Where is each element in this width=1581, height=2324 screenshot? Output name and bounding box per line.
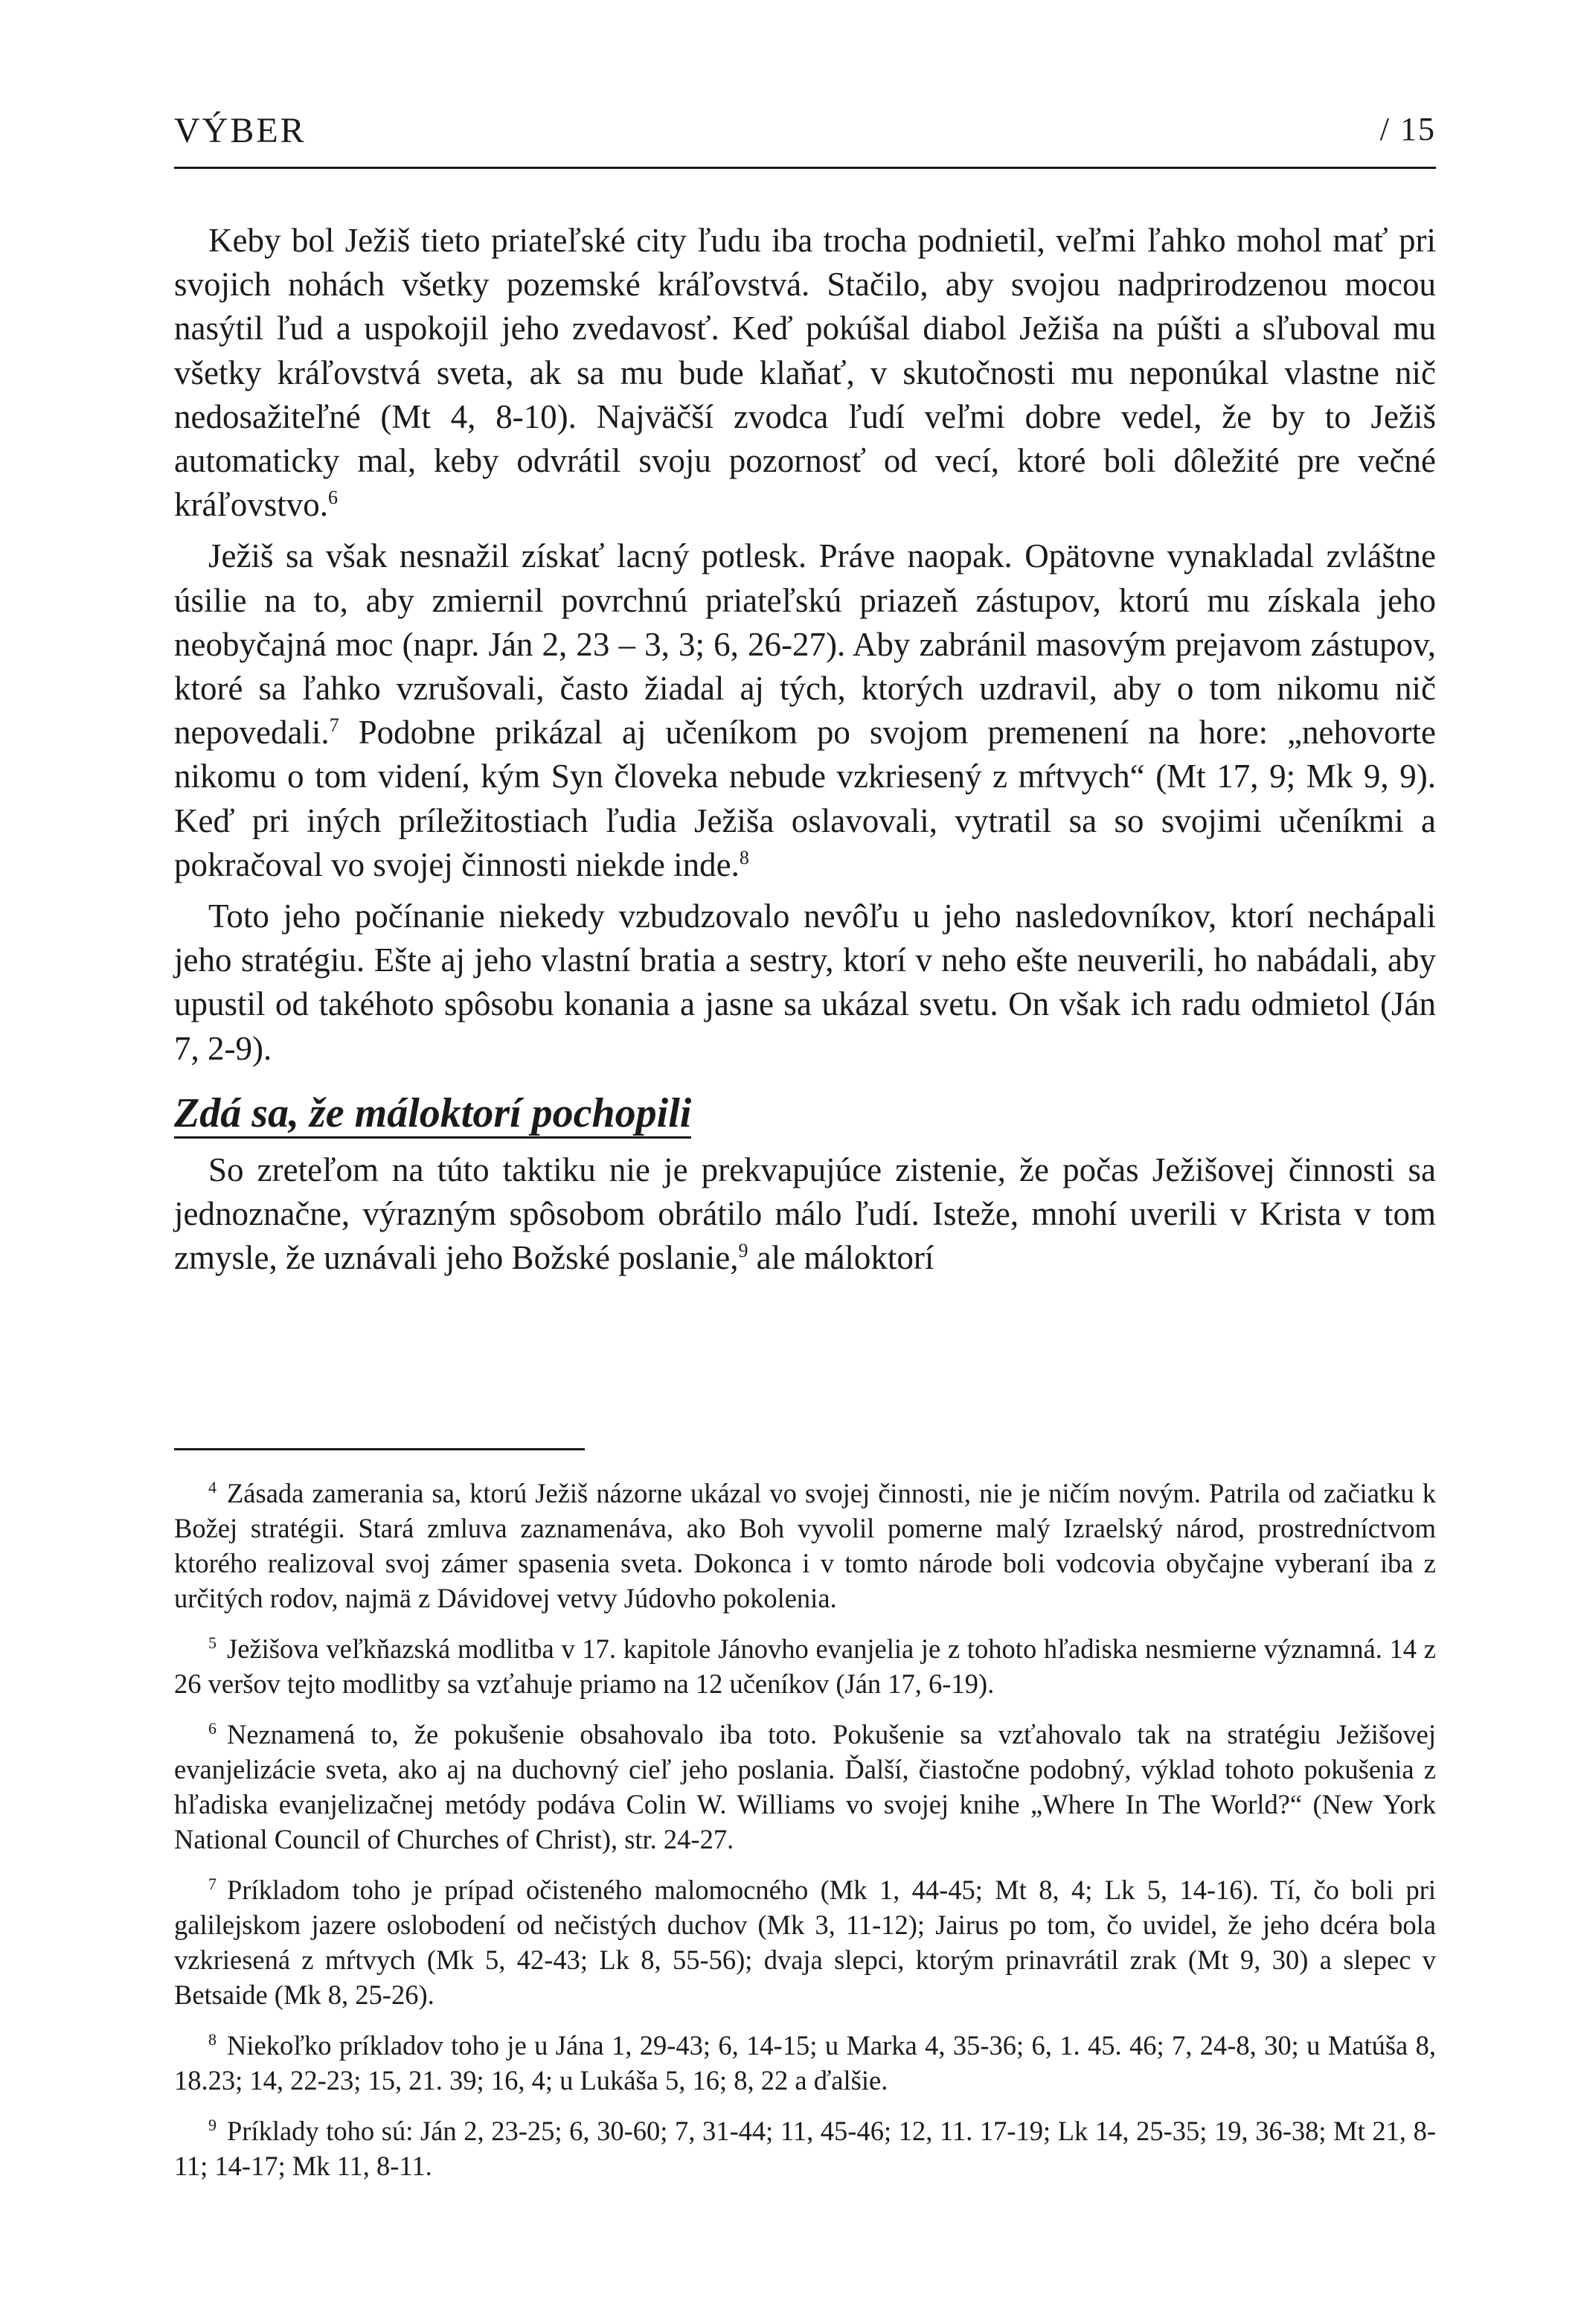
paragraph bbox=[174, 534, 1436, 887]
footnote-ref: 9 bbox=[738, 1240, 748, 1262]
footnote bbox=[174, 1476, 1436, 1616]
footnote bbox=[174, 2113, 1436, 2183]
main-text bbox=[174, 219, 1436, 1280]
paragraph-text: Keby bol Ježiš tieto priateľské city ľudu iba trocha podnietil, veľmi ľahko mohol mať pri svojich nohách všetky pozemské kráľovstvá. Stačilo, aby svojou nadprirodzenou mocou nasýtil ľud a uspokojil jeho zvedavosť. Keď pokúšal diabol Ježiša na púšti a sľuboval mu všetky kráľovstvá sveta, ak sa mu bude klaňať, v skutočnosti mu neponúkal vlastne nič nedosažiteľné (Mt 4, 8-10). Najväčší zvodca ľudí veľmi dobre vedel, že by to Ježiš automaticky mal, keby odvrátil svoju pozornosť od vecí, ktoré boli dôležité pre večné kráľovstvo. bbox=[174, 222, 1436, 524]
paragraph-text: ale máloktorí bbox=[748, 1239, 934, 1277]
footnote-ref: 8 bbox=[739, 846, 749, 868]
paragraph bbox=[174, 1148, 1436, 1281]
footnote-ref: 6 bbox=[328, 487, 339, 509]
footnote-number: 9 bbox=[208, 2115, 217, 2134]
footnote-number: 7 bbox=[208, 1874, 217, 1893]
paragraph-text: Podobne prikázal aj učeníkom po svojom premenení na hore: „nehovorte nikomu o tom videní, kým Syn človeka nebude vzkriesený z mŕtvych“ (Mt 17, 9; Mk 9, 9). Keď pri iných príležitostiach ľudia Ježiša oslavovali, vytratil sa so svojimi učeníkmi a pokračoval vo svojej činnosti niekde inde. bbox=[174, 714, 1436, 883]
footnotes bbox=[174, 1476, 1436, 2199]
paragraph-text: Ježiš sa však nesnažil získať lacný potlesk. Práve naopak. Opätovne vynakladal zvláštne úsilie na to, aby zmiernil povrchnú priateľskú priazeň zástupov, ktorú mu získala jeho neobyčajná moc (napr. Ján 2, 23 – 3, 3; 6, 26-27). Aby zabránil masovým prejavom zástupov, ktoré sa ľahko vzrušovali, často žiadal aj tých, ktorých uzdravil, aby o tom nikomu nič nepovedali. bbox=[174, 537, 1436, 752]
paragraph bbox=[174, 219, 1436, 527]
paragraph-text: So zreteľom na túto taktiku nie je prekvapujúce zistenie, že počas Ježišovej činnosti sa jednoznačne, výrazným spôsobom obrátilo málo ľudí. Isteže, mnohí uverili v Krista v tom zmysle, že uznávali jeho Božské poslanie, bbox=[174, 1150, 1436, 1277]
footnote-text: Ježišova veľkňazská modlitba v 17. kapitole Jánovho evanjelia je z tohoto hľadiska nesmierne významná. 14 z 26 veršov tejto modlitby sa vzťahuje priamo na 12 učeníkov (Ján 17, 6-19). bbox=[174, 1633, 1436, 1699]
footnote-text: Niekoľko príkladov toho je u Jána 1, 29-43; 6, 14-15; u Marka 4, 35-36; 6, 1. 45. 46; 7, 24-8, 30; u Matúša 8, 18.23; 14, 22-23; 15, 21. 39; 16, 4; u Lukáša 5, 16; 8, 22 a ďalšie. bbox=[174, 2030, 1436, 2096]
footnote-text: Zásada zamerania sa, ktorú Ježiš názorne ukázal vo svojej činnosti, nie je ničím novým. Patrila od začiatku k Božej stratégii. Stará zmluva zaznamenáva, ako Boh vyvolil pomerne malý Izraelský národ, prostredníctvom ktorého realizoval svoj zámer spasenia sveta. Dokonca i v tomto národe boli vodcovia obyčajne vyberaní iba z určitých rodov, najmä z Dávidovej vetvy Júdovho pokolenia. bbox=[174, 1478, 1436, 1613]
footnote-ref: 7 bbox=[329, 714, 339, 737]
footnote bbox=[174, 1631, 1436, 1701]
footnote bbox=[174, 2028, 1436, 2098]
running-title: VÝBER bbox=[174, 111, 307, 150]
footnote bbox=[174, 1717, 1436, 1857]
footnote bbox=[174, 1872, 1436, 2012]
footnote-number: 6 bbox=[208, 1718, 217, 1738]
footnote-number: 5 bbox=[208, 1633, 217, 1652]
footnote-separator bbox=[174, 1448, 585, 1450]
footnote-text: Príklady toho sú: Ján 2, 23-25; 6, 30-60; 7, 31-44; 11, 45-46; 12, 11. 17-19; Lk 14, 25-35; 19, 36-38; Mt 21, 8-11; 14-17; Mk 11, 8-11. bbox=[174, 2116, 1436, 2181]
running-header bbox=[174, 106, 1436, 169]
footnote-text: Neznamená to, že pokušenie obsahovalo iba toto. Pokušenie sa vzťahovalo tak na stratégiu Ježišovej evanjelizácie sveta, ako aj na duchovný cieľ jeho poslania. Ďalší, čiastočne podobný, výklad tohoto pokušenia z hľadiska evanjelizačnej metódy podáva Colin W. Williams vo svojej knihe „Where In The World?“ (New York National Council of Churches of Christ), str. 24-27. bbox=[174, 1719, 1436, 1854]
footnote-number: 4 bbox=[208, 1477, 217, 1496]
footnote-number: 8 bbox=[208, 2029, 217, 2049]
section-heading-text: Zdá sa, že máloktorí pochopili bbox=[174, 1090, 691, 1139]
page-number: / 15 bbox=[1379, 111, 1436, 147]
paragraph bbox=[174, 894, 1436, 1071]
footnote-text: Príkladom toho je prípad očisteného malomocného (Mk 1, 44-45; Mt 8, 4; Lk 5, 14-16). Tí, čo boli pri galilejskom jazere oslobodení od nečistých duchov (Mk 3, 11-12); Jairus po tom, čo uvidel, že jeho dcéra bola vzkriesená z mŕtvych (Mk 5, 42-43; Lk 8, 55-56); dvaja slepci, ktorým prinavrátil zrak (Mt 9, 30) a slepec v Betsaide (Mk 8, 25-26). bbox=[174, 1875, 1436, 2010]
section-heading bbox=[174, 1089, 1436, 1138]
paragraph-text: Toto jeho počínanie niekedy vzbudzovalo nevôľu u jeho nasledovníkov, ktorí nechápali jeho stratégiu. Ešte aj jeho vlastní bratia a sestry, ktorí v neho ešte neuverili, ho nabádali, aby upustil od takéhoto spôsobu konania a jasne sa ukázal svetu. On však ich radu odmietol (Ján 7, 2-9). bbox=[174, 897, 1436, 1067]
